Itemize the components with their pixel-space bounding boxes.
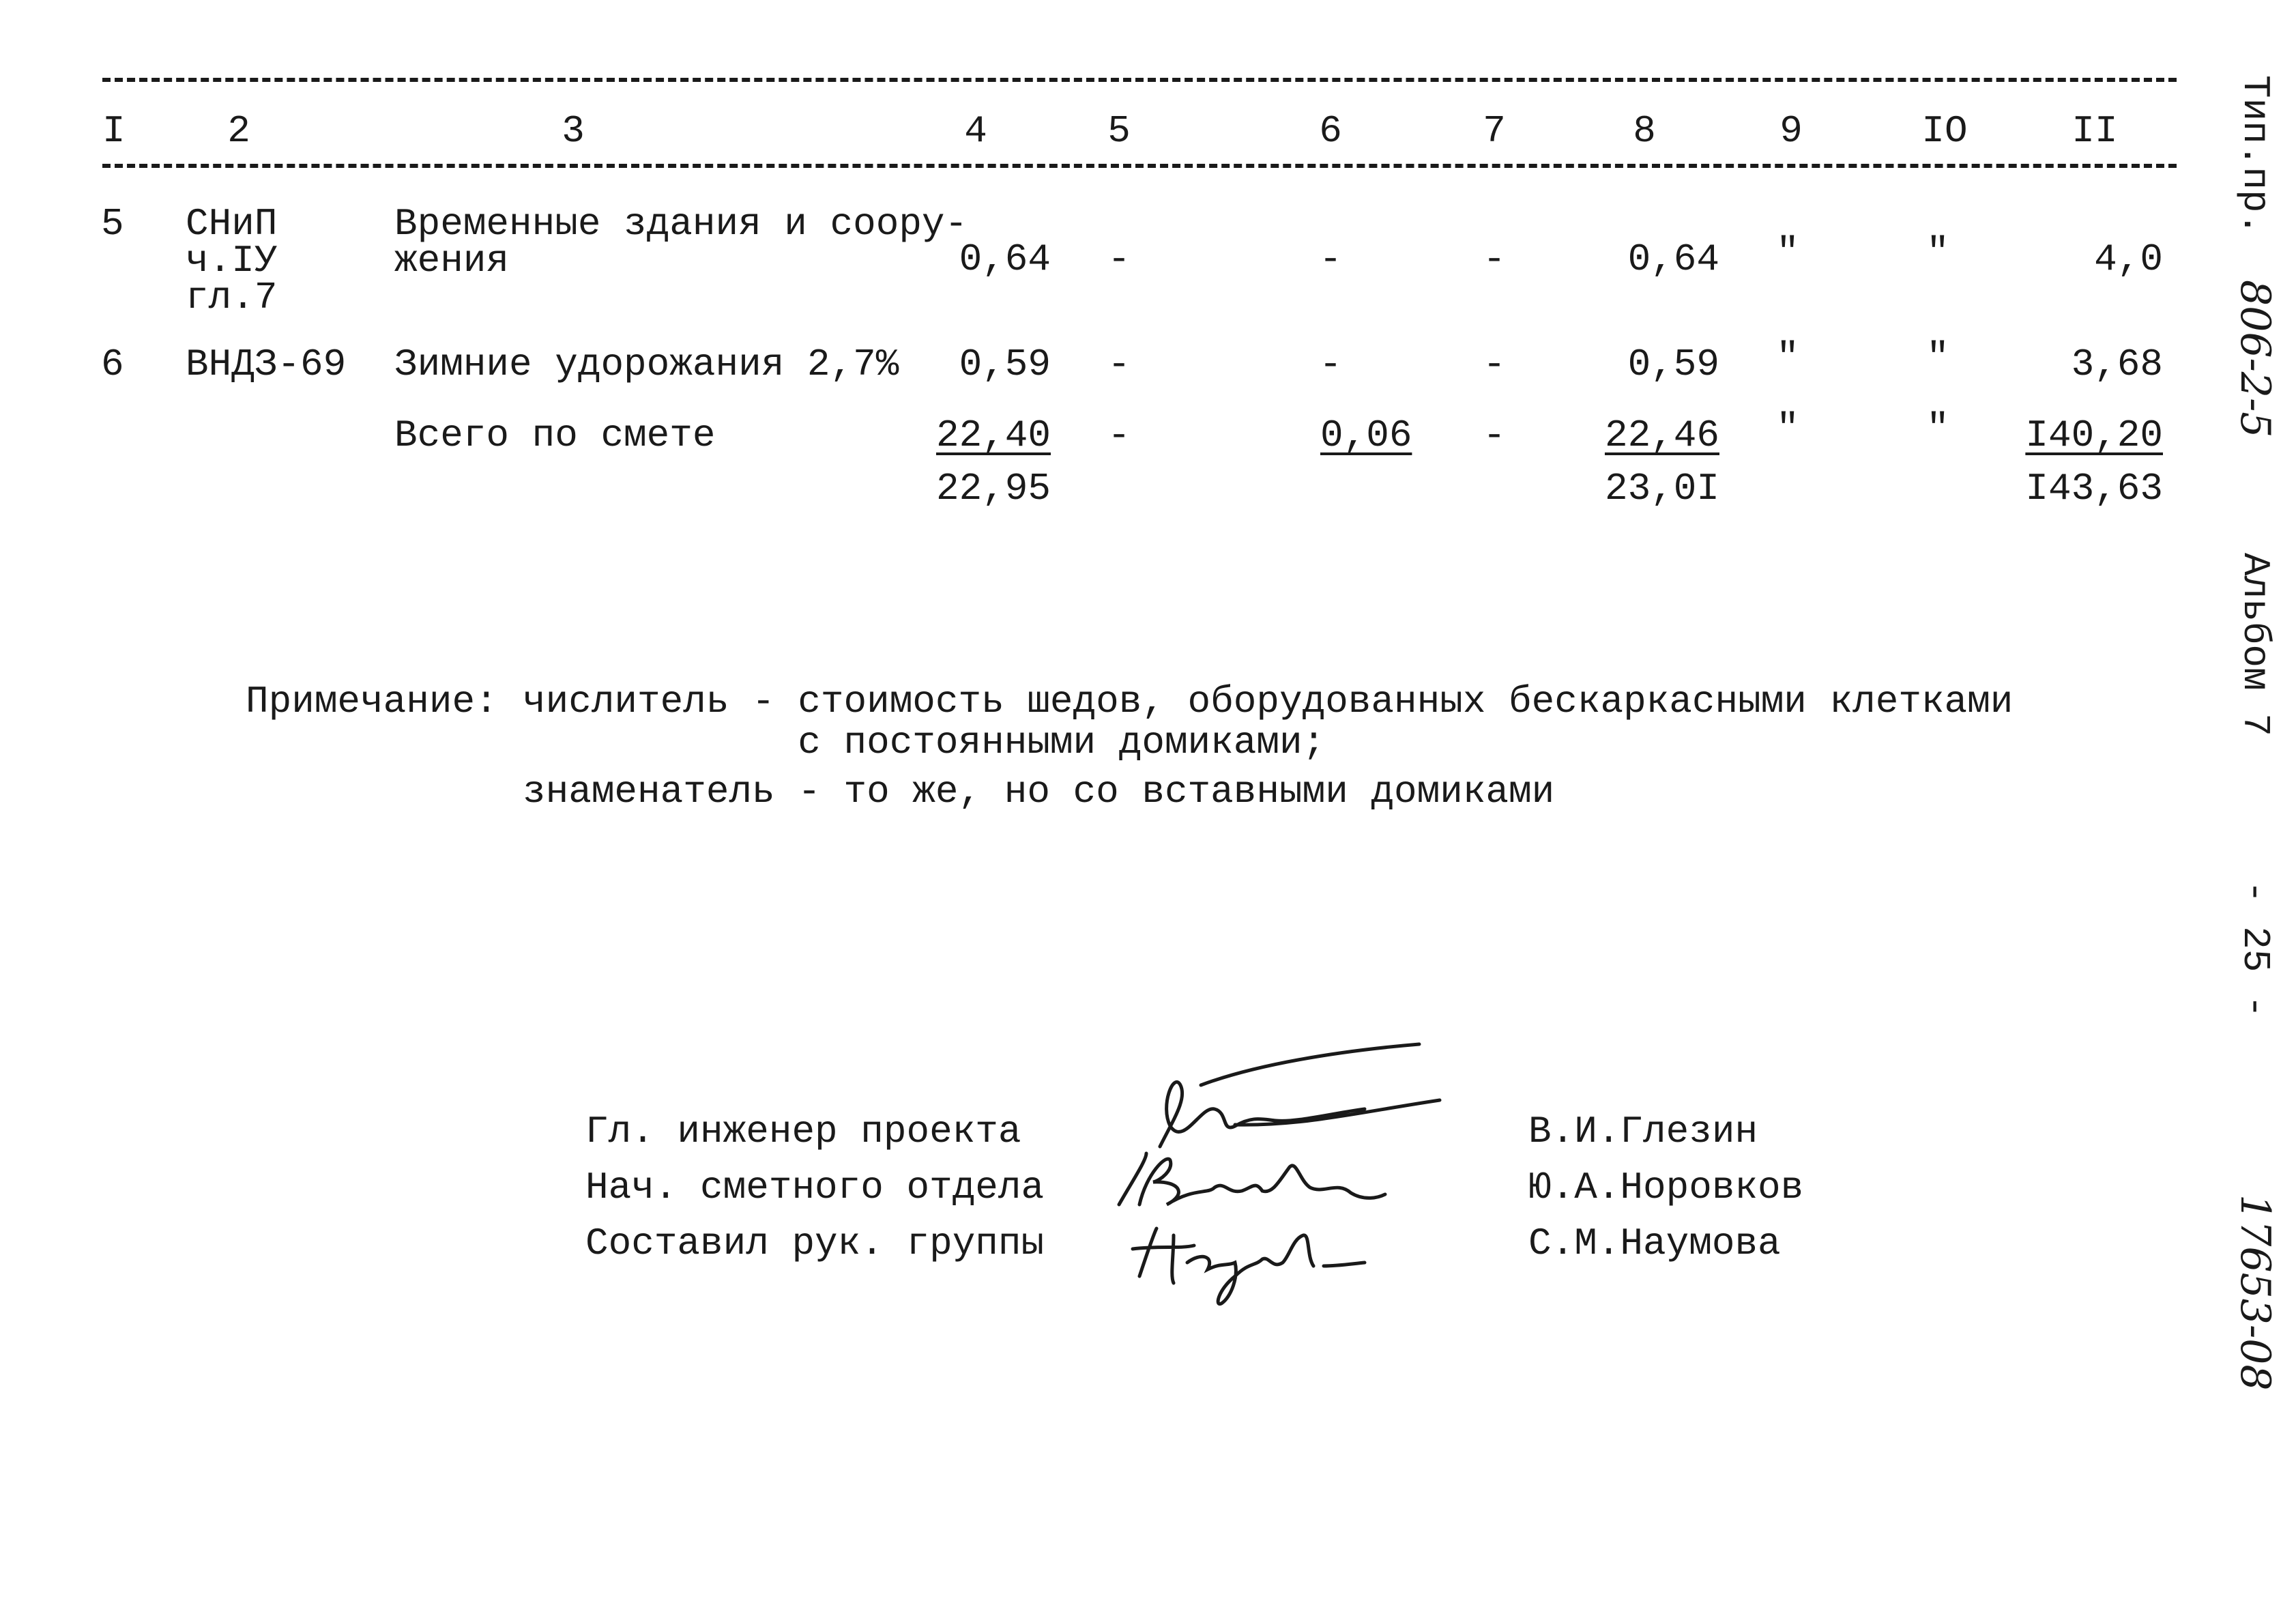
cell-col11: 3,68: [2071, 343, 2163, 386]
column-header: 5: [1107, 109, 1131, 153]
total-col4-numerator: 22,40: [935, 414, 1051, 457]
cell-col6: -: [1319, 238, 1342, 281]
signature-role: Гл. инженер проекта: [585, 1110, 1021, 1153]
total-col11-denominator: I43,63: [2025, 467, 2163, 510]
cell-col7: -: [1483, 343, 1506, 386]
row-description: жения: [394, 239, 510, 283]
column-header: 9: [1779, 109, 1803, 153]
total-col9: ": [1776, 407, 1799, 450]
note-label: Примечание:: [246, 680, 498, 723]
row-number: 5: [101, 202, 124, 246]
cell-col11: 4,0: [2094, 238, 2163, 281]
total-col8-denominator: 23,0I: [1604, 467, 1719, 510]
signature-role: Составил рук. группы: [585, 1222, 1045, 1265]
signature-name: С.М.Наумова: [1528, 1222, 1781, 1265]
cell-col6: -: [1319, 343, 1342, 386]
header-bottom-rule: [102, 164, 2177, 168]
row-reference: ч.IУ: [186, 239, 278, 283]
cell-col5: -: [1107, 343, 1131, 386]
total-col6: 0,06: [1320, 414, 1412, 457]
total-col7: -: [1483, 414, 1506, 457]
handwritten-signature: [1119, 1215, 1392, 1310]
row-number: 6: [101, 343, 124, 386]
cell-col10: ": [1926, 336, 1949, 379]
project-label: Тип.пр.: [2233, 75, 2277, 236]
cell-col5: -: [1107, 238, 1131, 281]
cell-col7: -: [1483, 238, 1506, 281]
total-col11-numerator: I40,20: [2025, 414, 2163, 457]
cell-col10: ": [1926, 231, 1949, 274]
cell-col4: 0,59: [959, 343, 1051, 386]
column-header: 6: [1319, 109, 1342, 153]
note-numerator-continuation: с постоянными домиками;: [798, 721, 1326, 764]
cell-col8: 0,59: [1627, 343, 1719, 386]
row-reference: гл.7: [186, 276, 278, 319]
note-numerator-text: числитель - стоимость шедов, оборудованных бескаркасными клетками: [523, 680, 2014, 723]
page-number: - 25 -: [2233, 880, 2277, 1018]
cell-col9: ": [1776, 336, 1799, 379]
row-description: Зимние удорожания 2,7%: [394, 343, 899, 386]
project-number: 806-2-5: [2231, 280, 2279, 438]
signature-role: Нач. сметного отдела: [585, 1166, 1045, 1209]
signature-name: Ю.А.Норовков: [1528, 1166, 1804, 1209]
album-label: Альбом 7: [2233, 553, 2277, 736]
total-col8-numerator: 22,46: [1604, 414, 1719, 457]
signature-name: В.И.Глезин: [1528, 1110, 1758, 1153]
column-header: 7: [1483, 109, 1506, 153]
row-description: Временные здания и соору-: [394, 202, 968, 246]
total-col5: -: [1107, 414, 1131, 457]
row-reference: СНиП: [186, 202, 278, 246]
side-stamp: [2231, 75, 2279, 1440]
cell-col9: ": [1776, 231, 1799, 274]
row-reference: ВНДЗ-69: [186, 343, 347, 386]
table-top-rule: [102, 78, 2177, 82]
inventory-number: 17653-08: [2231, 1194, 2279, 1391]
total-label: Всего по смете: [394, 414, 716, 457]
column-header: 8: [1633, 109, 1656, 153]
column-header: 3: [562, 109, 585, 153]
column-header: I: [102, 109, 126, 153]
column-header: II: [2072, 109, 2118, 153]
cell-col8: 0,64: [1627, 238, 1719, 281]
column-header: 4: [964, 109, 987, 153]
total-col4-denominator: 22,95: [935, 467, 1051, 510]
column-header: 2: [227, 109, 250, 153]
column-header: IO: [1921, 109, 1968, 153]
handwritten-signature: [1105, 1140, 1392, 1215]
cell-col4: 0,64: [959, 238, 1051, 281]
total-col10: ": [1926, 407, 1949, 450]
note-denominator-text: знаменатель - то же, но со вставными домиками: [523, 770, 1555, 814]
